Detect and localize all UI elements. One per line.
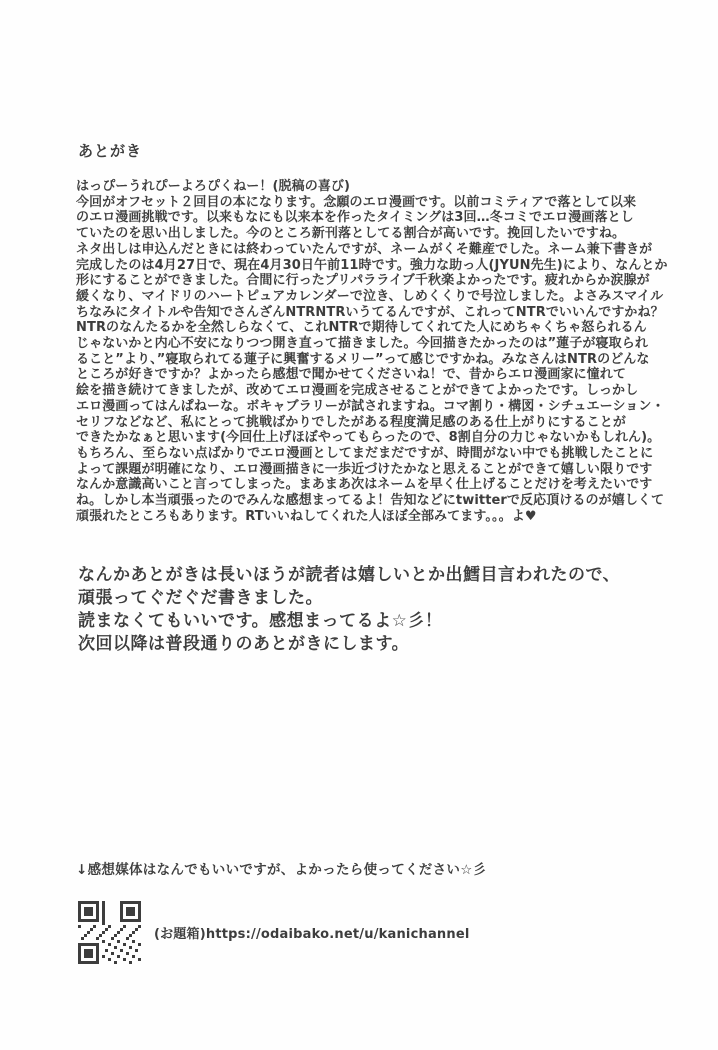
text-line: なんか意識高いこと言ってしまった。まあまあ次はネームを早く仕上げることだけを考えたいです xyxy=(76,477,653,493)
text-line: ちなみにタイトルや告知でさんざんNTRNTRいうてるんですが、これってNTRでいいんですかね？ xyxy=(76,304,664,320)
text-line: エロ漫画ってはんぱねーな。ボキャブラリーが試されますね。コマ割り・構図・シチュエーション・ xyxy=(76,398,665,414)
text-line: もちろん、至らない点ばかりでエロ漫画としてまだまだですが、時間がない中でも挑戦したことに xyxy=(76,445,654,461)
text-line: はっぴーうれぴーよろぴくねー！(脱稿の喜び) xyxy=(76,179,351,194)
text-line: 今回がオフセット２回目の本になります。念願のエロ漫画です。以前コミティアで落として以来 xyxy=(76,194,637,210)
text-line: 頑張ってぐだぐだ書きました。 xyxy=(78,588,323,608)
text-line: セリフなどなど、私にとって挑戦ばかりでしたがある程度満足感のある仕上がりにすることが xyxy=(76,414,626,430)
text-line: のエロ漫画挑戦です。以来もなにも以来本を作ったタイミングは3回…冬コミでエロ漫画落とし xyxy=(76,210,634,226)
text-line: ところが好きですか？よかったら感想で聞かせてくださいね！で、昔からエロ漫画家に憧れて xyxy=(76,367,626,383)
text-line: じゃないかと内心不安になりつつ開き直って描きました。今回描きたかったのは”蓮子が寝取られ xyxy=(76,336,648,352)
qr-code-icon xyxy=(78,901,141,964)
afterword-body xyxy=(76,179,676,524)
text-line: 頑張れたところもあります。RTいいねしてくれた人ほぼ全部みてます。。。よ♥ xyxy=(76,508,537,524)
afterword-note xyxy=(78,564,638,656)
qr-caption: (お題箱)https://odaibako.net/u/kanichannel xyxy=(154,927,470,942)
text-line: できたかなぁと思います(今回仕上げほぼやってもらったので、8割自分の力じゃないかもしれん)。 xyxy=(76,430,661,446)
text-line: 完成したのは4月27日で、現在4月30日午前11時です。強力な助っ人(JYUN先生)により、なんとか xyxy=(76,257,668,273)
text-line: NTRのなんたるかを全然しらなくて、これNTRで期待してくれてた人にめちゃくちゃ怒られるん xyxy=(76,320,647,336)
text-line: ね。しかし本当頑張ったのでみんな感想まってるよ！告知などにtwitterで反応頂けるのが嬉しくて xyxy=(76,493,665,509)
text-line: ていたのを思い出しました。今のところ新刊落としてる割合が高いです。挽回したいですね。 xyxy=(76,226,626,242)
text-line: 読まなくてもいいです。感想まってるよ☆彡！ xyxy=(78,611,443,631)
text-line: 緩くなり、マイドリのハートピュアカレンダーで泣き、しめくくりで号泣しました。よさみスマイル xyxy=(76,288,664,304)
feedback-note: ↓感想媒体はなんでもいいですが、よかったら使ってください☆彡 xyxy=(76,862,487,878)
text-line: よって課題が明確になり、エロ漫画描きに一歩近づけたかなと思えることができて嬉しい限りです xyxy=(76,461,653,477)
qr-row xyxy=(78,901,470,964)
text-line: ること”より、”寝取られてる蓮子に興奮するメリー”って感じですかね。みなさんはNTRのどんな xyxy=(76,351,650,367)
text-line: なんかあとがきは長いほうが読者は嬉しいとか出鱈目言われたので、 xyxy=(78,565,621,585)
text-line: 形にすることができました。合間に行ったプリパラライブ千秋楽よかったです。疲れからか涙腺が xyxy=(76,273,650,289)
text-line: ネタ出しは申込んだときには終わっていたんですが、ネームがくそ難産でした。ネーム兼下書きが xyxy=(76,241,653,257)
text-line: 絵を描き続けてきましたが、改めてエロ漫画を完成させることができてよかったです。しっかし xyxy=(76,383,639,399)
text-line: 次回以降は普段通りのあとがきにします。 xyxy=(78,634,410,654)
page-title: あとがき xyxy=(78,142,143,160)
